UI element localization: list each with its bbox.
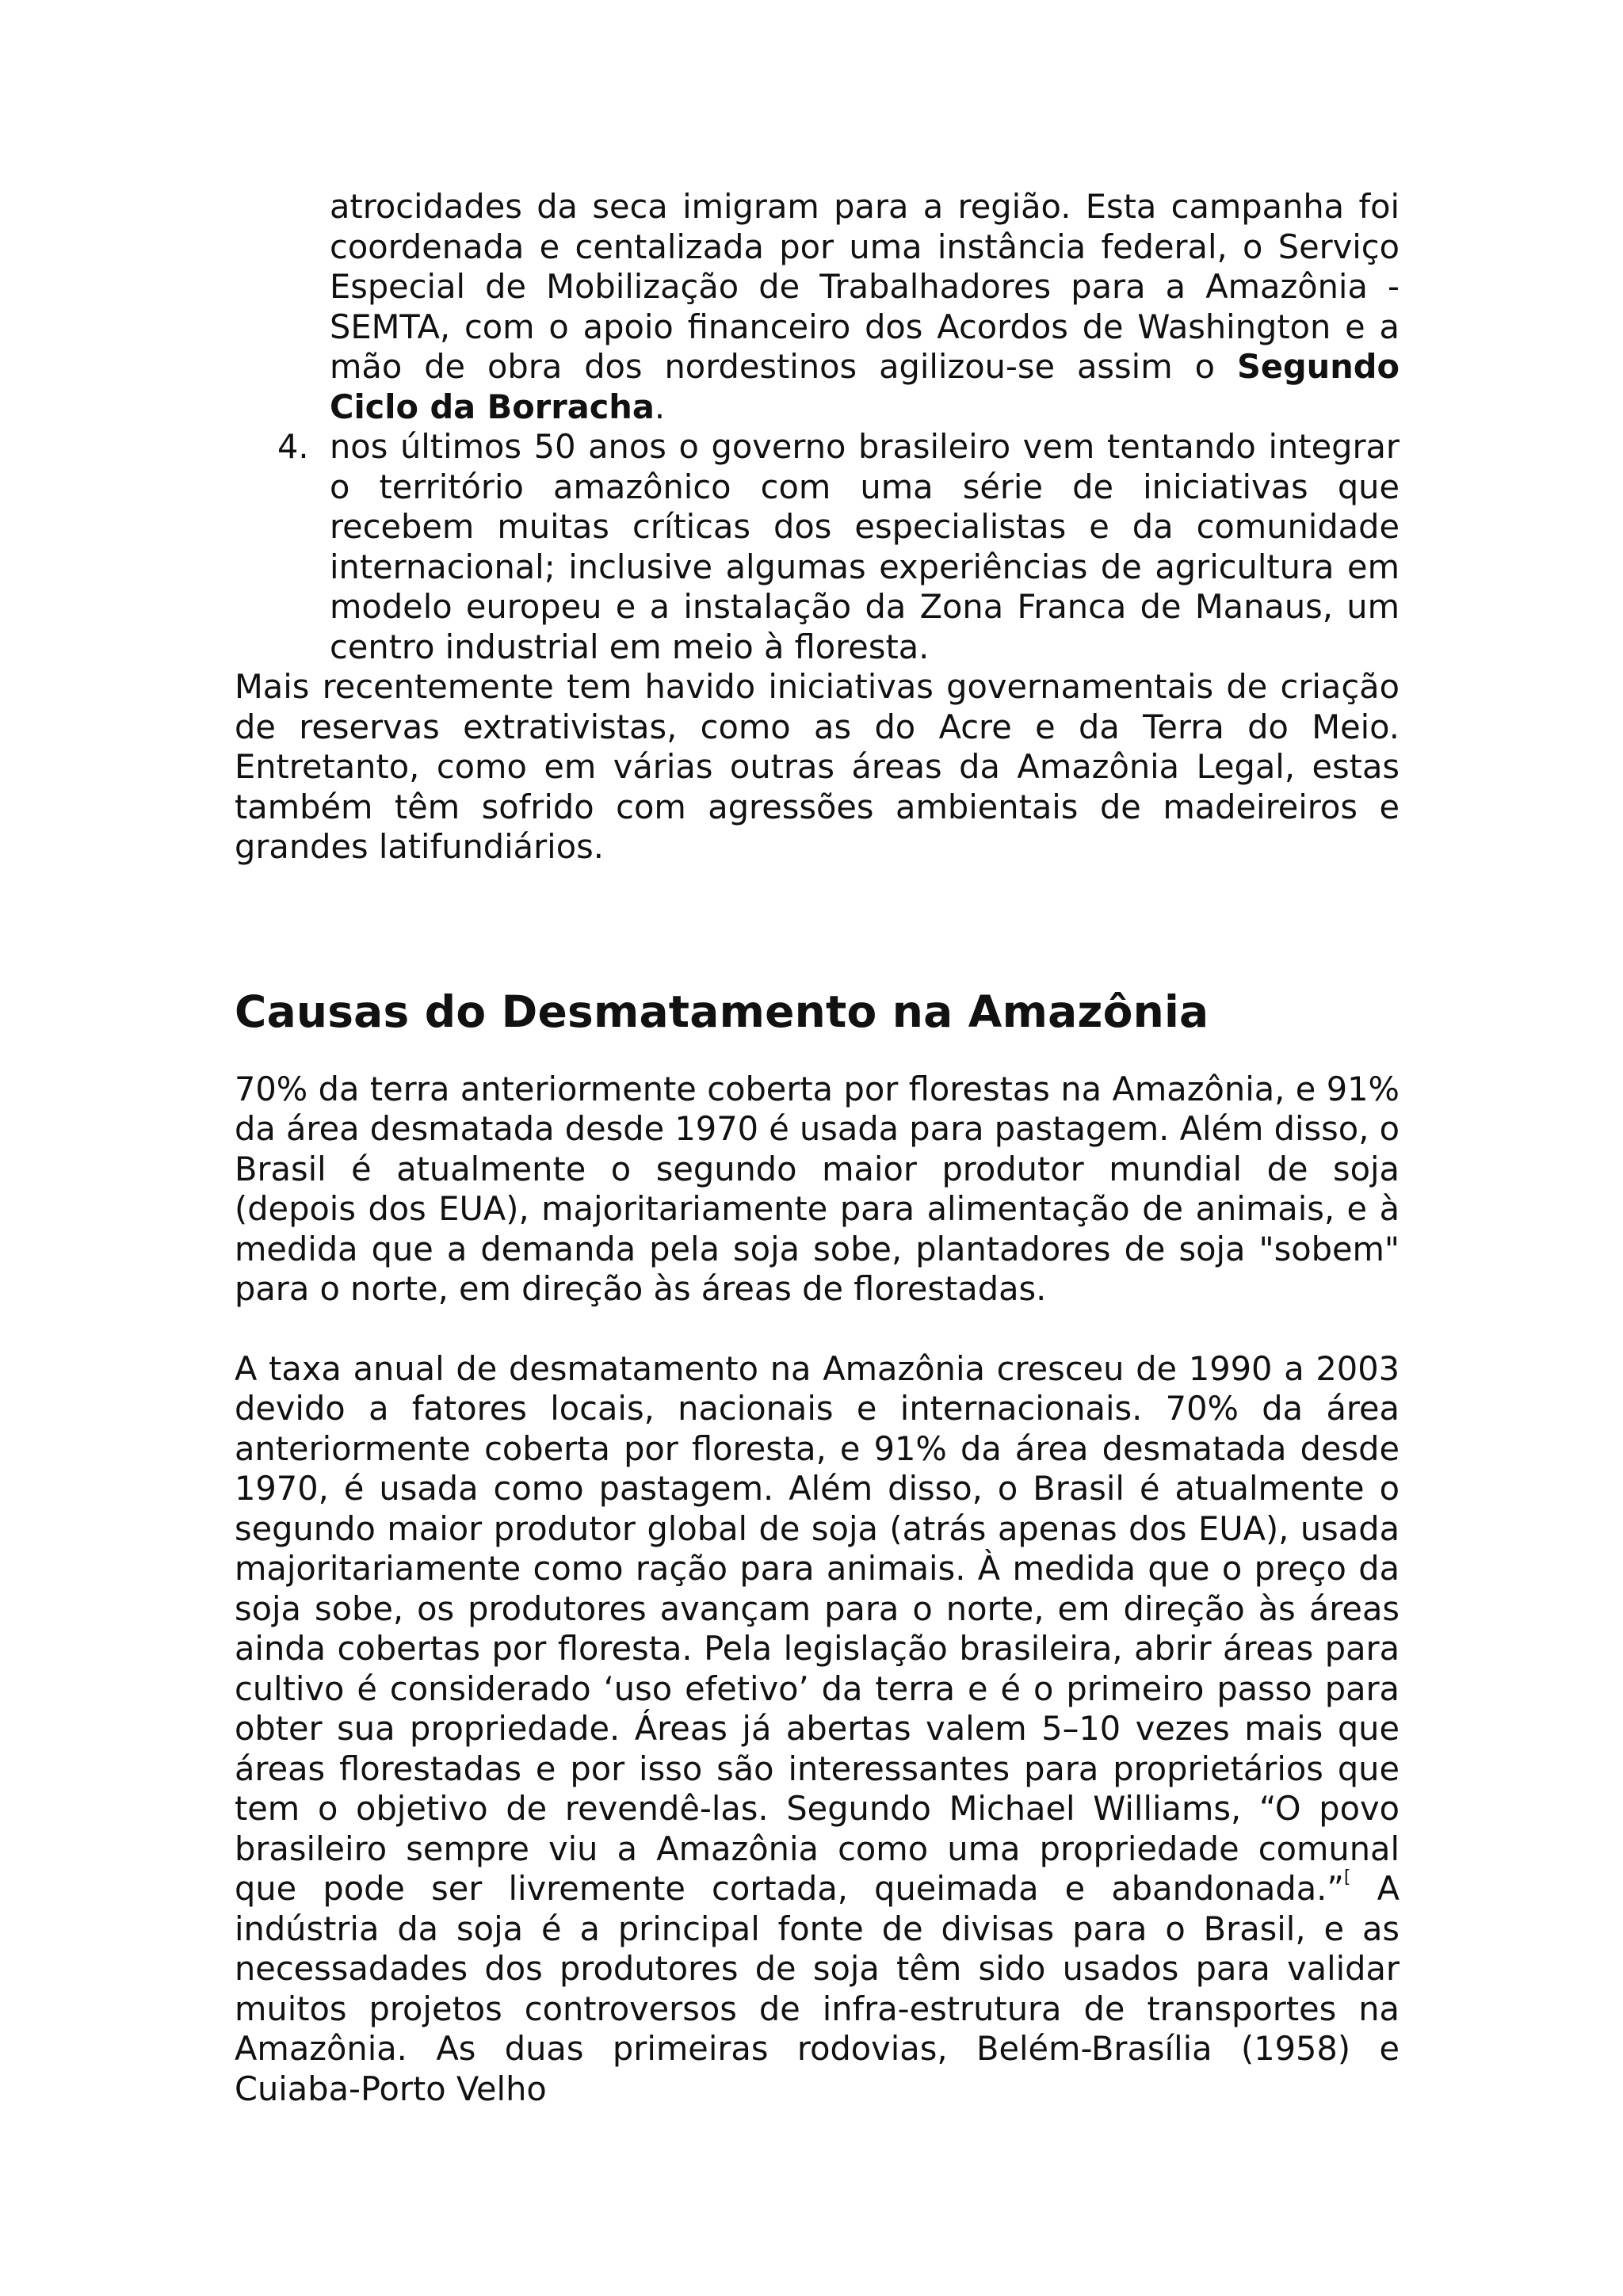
paragraph-reserves: Mais recentemente tem havido iniciativas governamentais de criação de reservas extrativistas, como as do Acre e da Terra do Meio. Entretanto, como em várias outras áreas da Amazônia Legal, estas também têm sofrido com agressões ambientais de madeireiros e grandes latifundiários. xyxy=(235,667,1400,866)
spacer xyxy=(235,1039,1400,1070)
list-item-4 xyxy=(277,427,1400,667)
list-item-3-continuation xyxy=(330,187,1400,427)
list-item-3-end: . xyxy=(654,387,666,426)
list-item-3-text: atrocidades da seca imigram para a região. Esta campanha foi coordenada e centalizada por uma instância federal, o Serviço Especial de Mobilização de Trabalhadores para a Amazônia - SEMTA, com o apoio financeiro dos Acordos de Washington e a mão de obra dos nordestinos agilizou-se assim o xyxy=(330,187,1400,386)
paragraph-1: 70% da terra anteriormente coberta por florestas na Amazônia, e 91% da área desmatada desde 1970 é usada para pastagem. Além disso, o Brasil é atualmente o segundo maior produtor mundial de soja (depois dos EUA), majoritariamente para alimentação de animais, e à medida que a demanda pela soja sobe, plantadores de soja "sobem" para o norte, em direção às áreas de florestadas. xyxy=(235,1069,1400,1308)
paragraph-2-text-b: A indústria da soja é a principal fonte de divisas para o Brasil, e as necessadades dos produtores de soja têm sido usados para validar muitos projetos controversos de infra-estrutura de transportes na Amazônia. As duas primeiras rodovias, Belém-Brasília (1958) e Cuiaba-Porto Velho xyxy=(235,1869,1400,2108)
list-number: 4. xyxy=(277,427,309,466)
document-body xyxy=(235,187,1400,2109)
section-heading: Causas do Desmatamento na Amazônia xyxy=(235,986,1209,1037)
spacer xyxy=(235,868,1400,984)
footnote-marker[interactable]: [ xyxy=(1343,1867,1351,1887)
bold-term-segundo-ciclo: Segundo Ciclo da Borracha xyxy=(330,347,1400,426)
list-item-4-text: nos últimos 50 anos o governo brasileiro vem tentando integrar o território amazônico com uma série de iniciativas que recebem muitas críticas dos especialistas e da comunidade internacional; inclusive algumas experiências de agricultura em modelo europeu e a instalação da Zona Franca de Manaus, um centro industrial em meio à floresta. xyxy=(330,427,1400,666)
spacer xyxy=(235,1310,1400,1349)
paragraph-2 xyxy=(235,1349,1400,2110)
paragraph-2-text-a: A taxa anual de desmatamento na Amazônia cresceu de 1990 a 2003 devido a fatores locais, nacionais e internacionais. 70% da área anteriormente coberta por floresta, e 91% da área desmatada desde 1970, é usada como pastagem. Além disso, o Brasil é atualmente o segundo maior produtor global de soja (atrás apenas dos EUA), usada majoritariamente como ração para animais. À medida que o preço da soja sobe, os produtores avançam para o norte, em direção às áreas ainda cobertas por floresta. Pela legislação brasileira, abrir áreas para cultivo é considerado ‘uso efetivo’ da terra e é o primeiro passo para obter sua propriedade. Áreas já abertas valem 5–10 vezes mais que áreas florestadas e por isso são interessantes para proprietários que tem o objetivo de revendê-las. Segundo Michael Williams, “O povo brasileiro sempre viu a Amazônia como uma propriedade comunal que pode ser livremente cortada, queimada e abandonada.” xyxy=(235,1348,1400,1908)
